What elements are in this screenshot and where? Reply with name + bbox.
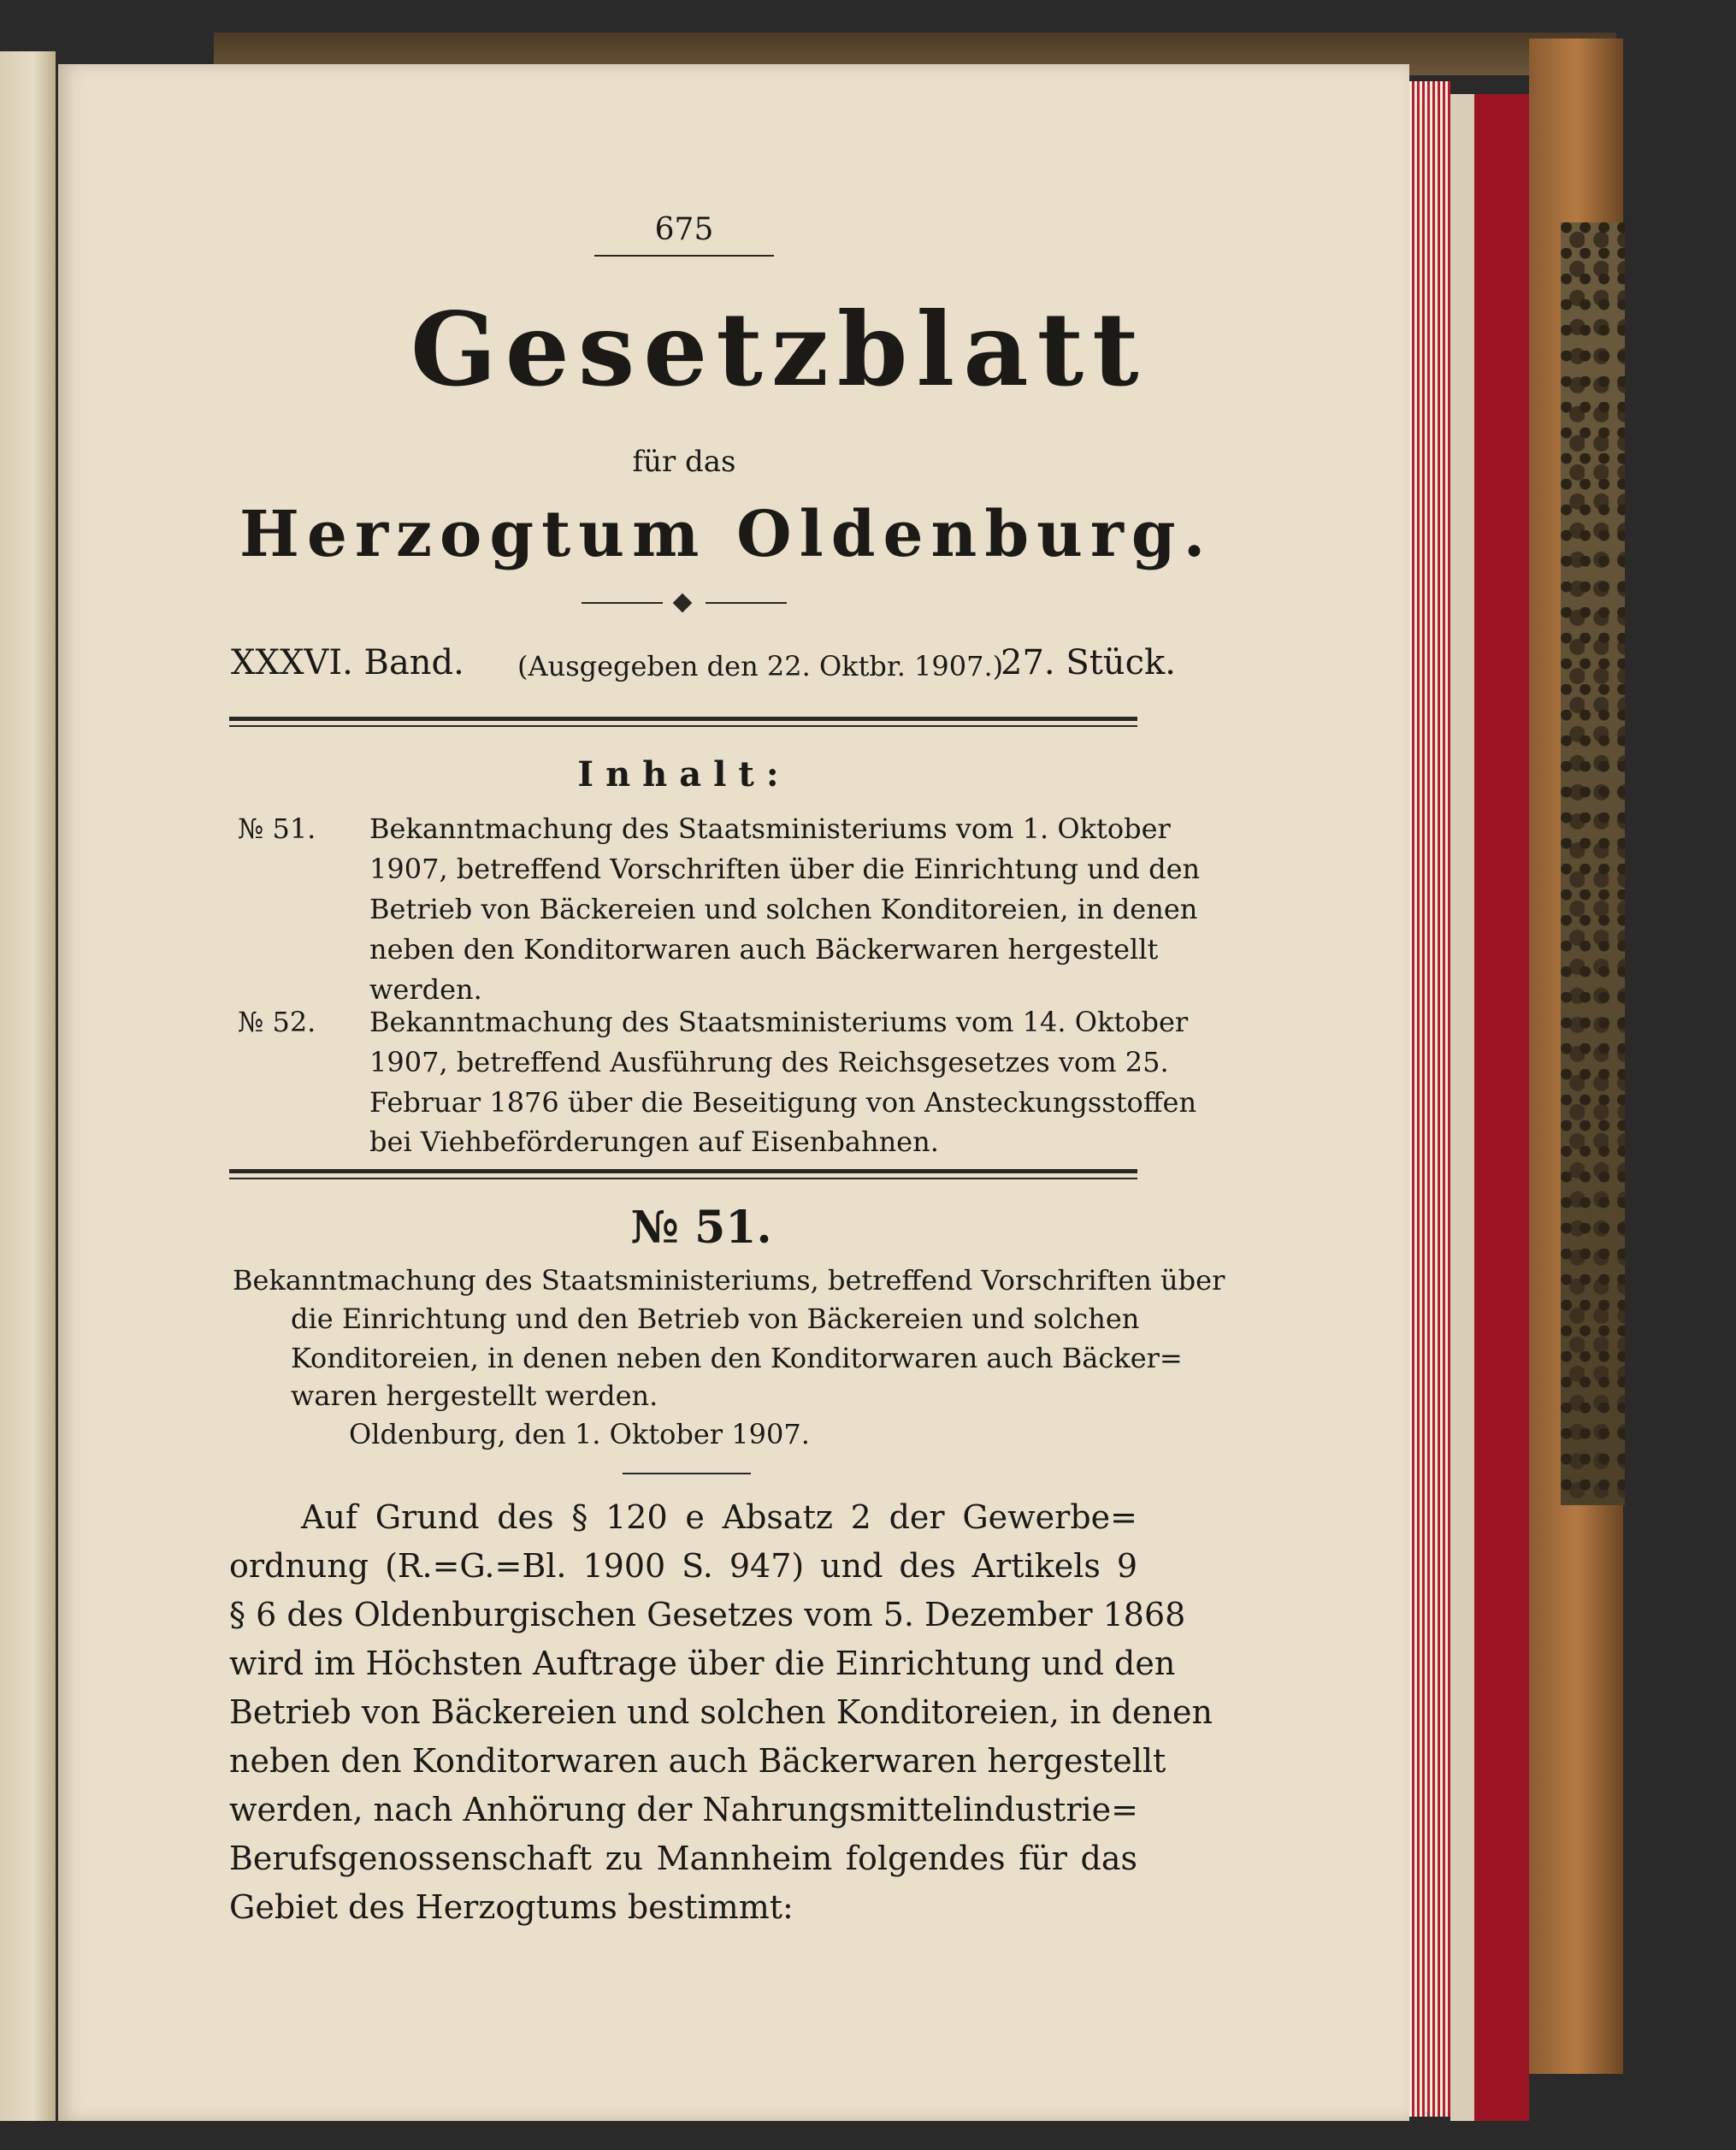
decree-title-line: die Einrichtung und den Betrieb von Bäckereien und solchen [291,1302,1140,1335]
ornament-rule [582,594,787,611]
decree-title-line: Bekanntmachung des Staatsministeriums, betreffend Vorschriften über [233,1264,1225,1296]
body-line: ordnung (R.=G.=Bl. 1900 S. 947) und des Artikels 9 [229,1547,1137,1585]
body-line: Auf Grund des § 120 e Absatz 2 der Gewerbe= [301,1498,1137,1536]
contents-entry-line: werden. [369,973,482,1006]
rule [229,725,1137,727]
piece-number: 27. Stück. [1001,643,1176,682]
place-date: Oldenburg, den 1. Oktober 1907. [349,1418,810,1450]
contents-entry-line: Februar 1876 über die Beseitigung von Ansteckungsstoffen [369,1086,1197,1119]
contents-entry-line: 1907, betreffend Ausführung des Reichsgesetzes vom 25. [369,1046,1169,1078]
decree-title-line: Konditoreien, in denen neben den Konditorwaren auch Bäcker= [291,1342,1183,1374]
volume-label: XXXVI. Band. [231,643,464,682]
page-title: Gesetzblatt [410,290,1148,409]
contents-entry-line: Betrieb von Bäckereien und solchen Konditoreien, in denen [369,893,1198,925]
body-line: Gebiet des Herzogtums bestimmt: [229,1888,794,1926]
contents-entry-line: neben den Konditorwaren auch Bäckerwaren hergestellt [369,933,1159,966]
body-line: § 6 des Oldenburgischen Gesetzes vom 5. Dezember 1868 [229,1596,1186,1633]
rule [229,1178,1137,1179]
body-line: neben den Konditorwaren auch Bäckerwaren hergestellt [229,1742,1166,1780]
state-title: Herzogtum Oldenburg. [239,498,1213,571]
contents-entry-line: Bekanntmachung des Staatsministeriums vom 1. Oktober [369,812,1171,845]
issue-date: (Ausgegeben den 22. Oktbr. 1907.) [517,650,1004,682]
body-line: Betrieb von Bäckereien und solchen Konditoreien, in denen [229,1693,1213,1731]
body-line: wird im Höchsten Auftrage über die Einrichtung und den [229,1645,1176,1682]
body-line: Berufsgenossenschaft zu Mannheim folgendes für das [229,1840,1137,1877]
contents-entry-line: Bekanntmachung des Staatsministeriums vom 14. Oktober [369,1006,1189,1038]
decree-number: № 51. [630,1202,772,1254]
body-line: werden, nach Anhörung der Nahrungsmittelindustrie= [229,1791,1138,1828]
contents-entry-line: bei Viehbeförderungen auf Eisenbahnen. [369,1125,939,1158]
contents-entry-line: 1907, betreffend Vorschriften über die Einrichtung und den [369,853,1201,885]
page-number: 675 [654,212,714,247]
decree-title-line: waren hergestellt werden. [291,1379,658,1412]
rule [623,1473,751,1474]
rule [229,717,1137,721]
contents-entry-number: № 51. [238,812,316,845]
subtitle: für das [632,445,736,479]
rule [594,255,774,257]
rule [229,1169,1137,1173]
contents-entry-number: № 52. [238,1006,316,1038]
contents-heading: Inhalt: [577,754,791,794]
